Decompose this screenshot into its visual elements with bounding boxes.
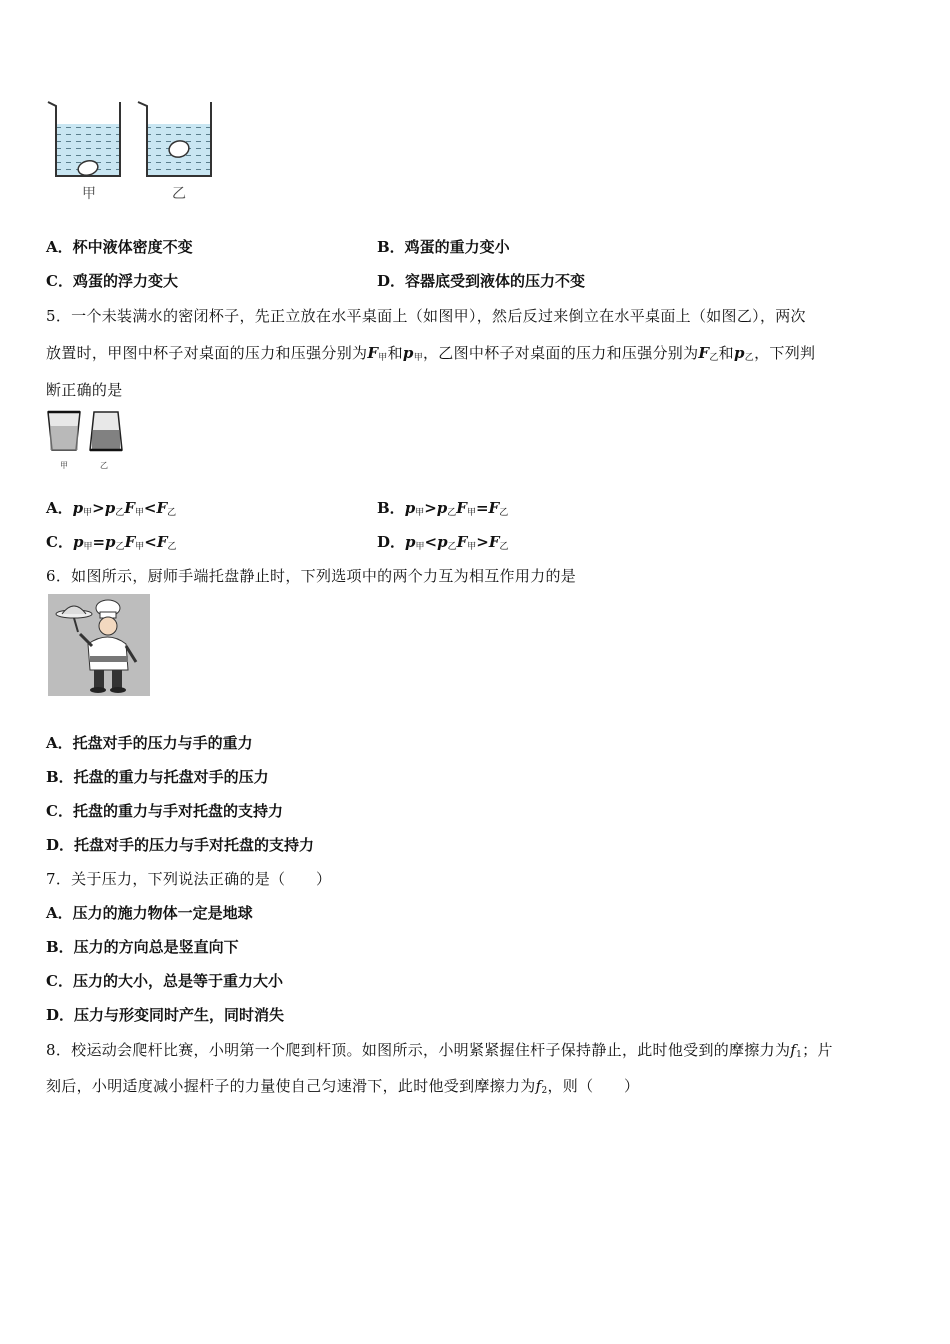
q5-stem-line1: 5．一个未装满水的密闭杯子，先正立放在水平桌面上（如图甲），然后反过来倒立在水平桌面上（如图乙），两次: [46, 307, 806, 325]
q8-stem-line2: 刻后，小明适度减小握杆子的力量使自己匀速滑下，此时他受到摩擦力为$f_2$，则（ ）: [46, 1077, 640, 1096]
q5-stem-line3: 断正确的是: [46, 381, 123, 399]
q5-option-d[interactable]: D．$p_甲<p_乙F_甲>F_乙$: [377, 533, 509, 552]
q7-option-b[interactable]: B．压力的方向总是竖直向下: [46, 938, 239, 956]
q7-option-d[interactable]: D．压力与形变同时产生，同时消失: [46, 1006, 285, 1024]
beaker-jia: [48, 102, 120, 177]
q6-option-d[interactable]: D．托盘对手的压力与手对托盘的支持力: [46, 836, 315, 854]
chef-illustration: [48, 594, 150, 696]
q4-option-c[interactable]: C．鸡蛋的浮力变大: [46, 272, 178, 290]
q6-option-a[interactable]: A．托盘对手的压力与手的重力: [46, 734, 253, 752]
q5-option-b[interactable]: B．$p_甲>p_乙F_甲=F_乙$: [377, 499, 509, 518]
cup-label-jia: 甲: [60, 461, 68, 470]
q5-option-a[interactable]: A．$p_甲>p_乙F_甲<F_乙$: [46, 499, 177, 518]
q8-stem-line1: 8．校运动会爬杆比赛，小明第一个爬到杆顶。如图所示，小明紧紧握住杆子保持静止，此时他受到的摩擦力为$f_1$；片: [46, 1041, 833, 1060]
q4-option-b[interactable]: B．鸡蛋的重力变小: [377, 238, 510, 256]
q4-option-d[interactable]: D．容器底受到液体的压力不变: [377, 272, 586, 290]
chef-figure: [48, 594, 150, 696]
cup-label-yi: 乙: [100, 461, 108, 470]
q7-option-c[interactable]: C．压力的大小，总是等于重力大小: [46, 972, 283, 990]
beaker-label-yi: 乙: [172, 186, 186, 202]
q5-option-c[interactable]: C．$p_甲=p_乙F_甲<F_乙$: [46, 533, 177, 552]
beaker-label-jia: 甲: [82, 186, 96, 202]
q4-option-a[interactable]: A．杯中液体密度不变: [46, 238, 193, 256]
cups-figure: [44, 408, 124, 472]
q7-option-a[interactable]: A．压力的施力物体一定是地球: [46, 904, 253, 922]
q7-stem: 7．关于压力，下列说法正确的是（ ）: [46, 870, 332, 888]
q6-option-c[interactable]: C．托盘的重力与手对托盘的支持力: [46, 802, 283, 820]
q6-stem: 6．如图所示，厨师手端托盘静止时，下列选项中的两个力互为相互作用力的是: [46, 567, 577, 585]
q5-stem-line2: 放置时，甲图中杯子对桌面的压力和压强分别为$F_甲$和$p_甲$，乙图中杯子对桌面的压力和压强分别为$F_乙$和$p_乙$，下列判: [46, 344, 816, 363]
cup-yi: [90, 412, 122, 450]
beakers-figure: [44, 96, 220, 206]
cup-jia: [48, 412, 80, 450]
beaker-yi: [138, 102, 211, 176]
q6-option-b[interactable]: B．托盘的重力与托盘对手的压力: [46, 768, 269, 786]
